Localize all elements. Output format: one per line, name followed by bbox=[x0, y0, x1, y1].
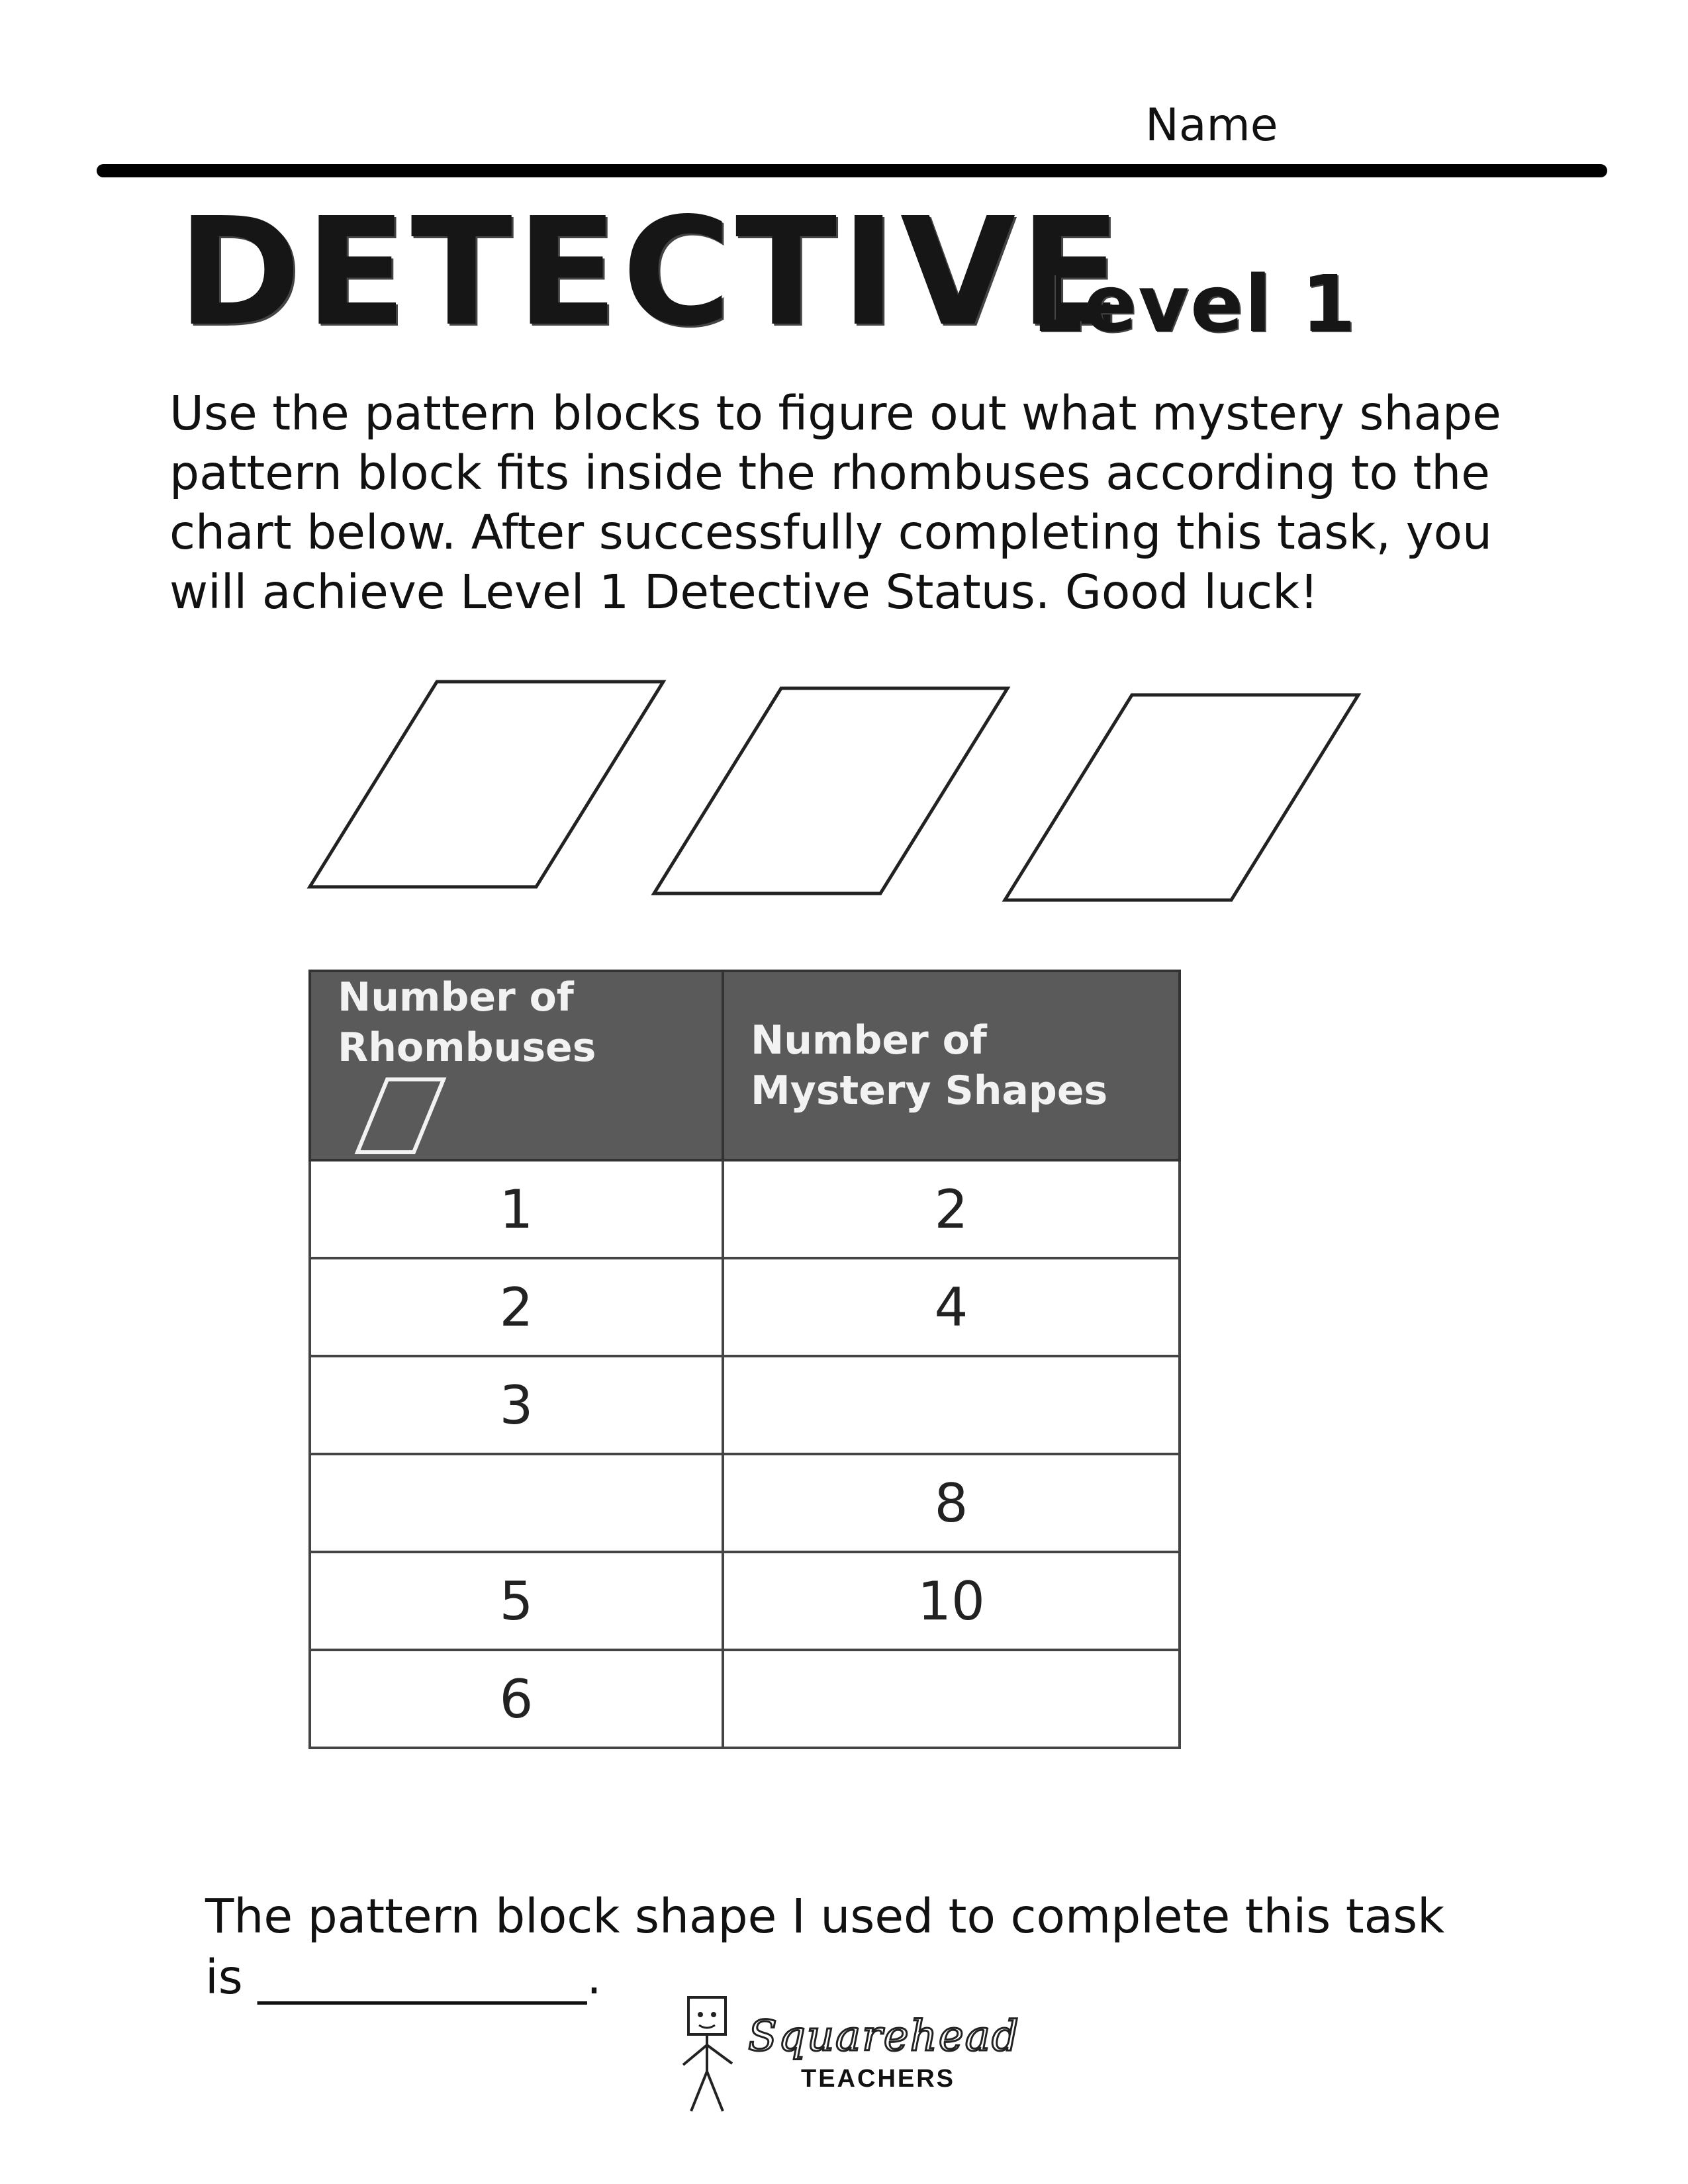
instructions-text: Use the pattern blocks to figure out what mystery shape pattern block fits inside the rhombuses according to the chart below. After successfully completing this task, you will achieve Level 1 Detective Status. Good luck! bbox=[169, 386, 1501, 619]
rhombus-shape-1 bbox=[310, 682, 663, 887]
rhombus-count-cell: 6 bbox=[310, 1650, 723, 1748]
squarehead-teachers-logo bbox=[669, 1992, 1039, 2118]
rhombus-count-cell: 5 bbox=[310, 1552, 723, 1650]
teacher-figure-icon bbox=[669, 1992, 748, 2118]
col-header-mystery-line2: Mystery Shapes bbox=[751, 1068, 1108, 1114]
col-header-rhombuses-text bbox=[338, 972, 596, 1073]
level-label: Level 1 bbox=[1033, 258, 1357, 349]
logo-wordmark: Squarehead bbox=[748, 2012, 1020, 2061]
rhombus-shape-3 bbox=[1005, 695, 1358, 900]
logo-subtitle: TEACHERS bbox=[801, 2065, 956, 2093]
col-header-mystery bbox=[723, 971, 1180, 1160]
name-line bbox=[97, 164, 1607, 177]
answer-prompt bbox=[205, 1886, 1529, 2008]
mystery-count-cell: 2 bbox=[723, 1160, 1180, 1258]
mystery-count-cell: 4 bbox=[723, 1258, 1180, 1356]
mystery-count-blank[interactable] bbox=[723, 1356, 1180, 1454]
table-row bbox=[310, 1258, 1180, 1356]
mystery-count-cell: 8 bbox=[723, 1454, 1180, 1552]
mystery-count-blank[interactable] bbox=[723, 1650, 1180, 1748]
name-label: Name bbox=[1145, 99, 1278, 152]
col-header-rhombuses-line1: Number of bbox=[338, 974, 574, 1021]
col-header-mystery-line1: Number of bbox=[751, 1017, 987, 1064]
answer-line-1: The pattern block shape I used to complete this task bbox=[205, 1889, 1445, 1944]
answer-line-2[interactable]: is ______________. bbox=[205, 1950, 602, 2005]
pattern-chart bbox=[308, 970, 1181, 1749]
rhombus-icon bbox=[351, 1073, 450, 1159]
table-row bbox=[310, 1356, 1180, 1454]
worksheet-title: DETECTIVE bbox=[177, 186, 1125, 359]
rhombus-mystery-table bbox=[308, 970, 1181, 1749]
table-row bbox=[310, 1650, 1180, 1748]
rhombus-count-cell: 2 bbox=[310, 1258, 723, 1356]
rhombus-count-cell: 1 bbox=[310, 1160, 723, 1258]
table-row bbox=[310, 1454, 1180, 1552]
rhombus-count-cell: 3 bbox=[310, 1356, 723, 1454]
table-header-row bbox=[310, 971, 1180, 1160]
mystery-count-cell: 10 bbox=[723, 1552, 1180, 1650]
rhombus-shape-2 bbox=[654, 688, 1008, 893]
rhombus-count-blank[interactable] bbox=[310, 1454, 723, 1552]
table-row bbox=[310, 1552, 1180, 1650]
col-header-rhombuses bbox=[310, 971, 723, 1160]
rhombus-row bbox=[305, 668, 1403, 913]
table-row bbox=[310, 1160, 1180, 1258]
col-header-rhombuses-line2: Rhombuses bbox=[338, 1024, 596, 1071]
